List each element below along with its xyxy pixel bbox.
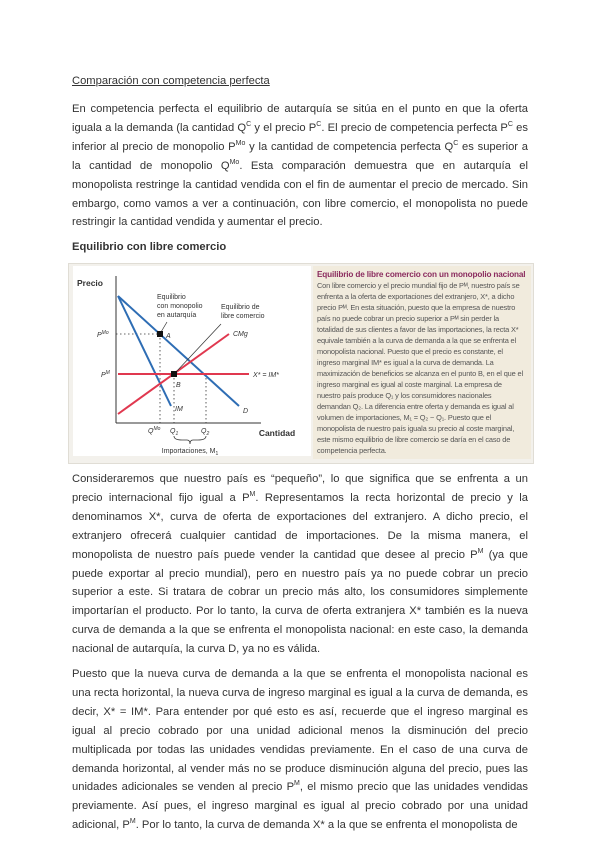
point-b-label: B: [176, 382, 181, 389]
pm-sup: M: [105, 370, 110, 376]
leader-autarky: [161, 322, 167, 332]
imports-text: Importaciones, M: [161, 448, 216, 455]
superscript: M: [129, 818, 136, 826]
superscript: Mo: [229, 158, 240, 166]
text-run: . Esta comparación demuestra que en autarquía el monopolista restringe la cantidad vendida con el fin de aumentar el precio de mercado. Sin embargo, como vamos a ver a continuación, con libre comercio, el monopolista no puede restringir la cantidad vendida y aumentar el precio.: [72, 159, 528, 229]
text-run: (ya que puede exportar al precio mundial), pero en nuestro país ya no puede cobrar un precio superior a este. Si tratara de cobrar un precio más alto, los consumidores simplemente importarían el producto. Por lo tanto, la curva de oferta extranjera X* también es la nueva curva de demanda a la que se enfrenta el monopolista nacional: en este caso, la demanda nacional de autarquía, la curva D, ya no es válida.: [72, 548, 528, 656]
superscript: M: [249, 490, 256, 498]
text-run: es inferior al precio de monopolio P: [72, 121, 528, 153]
imports-brace: [174, 436, 206, 444]
superscript: C: [507, 120, 513, 128]
superscript: C: [246, 120, 252, 128]
superscript: M: [294, 780, 300, 788]
qmo-label: [148, 426, 161, 435]
caption-title: Equilibrio de libre comercio con un monopolio nacional: [317, 270, 526, 279]
point-a-marker: [157, 331, 163, 337]
paragraph-marginal-revenue: [72, 665, 528, 835]
qmo-sup: Mo: [153, 426, 161, 432]
diagram-svg: [73, 266, 311, 456]
annotation-free-trade-2: libre comercio: [221, 313, 265, 320]
superscript: C: [453, 139, 459, 147]
pm-label: [101, 370, 111, 379]
paragraph-small-country: [72, 470, 528, 659]
section-heading-free-trade: Equilibrio con libre comercio: [72, 241, 227, 253]
superscript: C: [316, 120, 322, 128]
text-run: es superior a la cantidad de monopolio Q: [72, 140, 528, 172]
pmo-letter: P: [97, 332, 102, 339]
annotation-free-trade-1: Equilibrio de: [221, 304, 260, 311]
text-run: . Representamos la recta horizontal de precio y la denominamos X*, curva de oferta de exportaciones del extranjero. A dicho precio, el extranjero ofrecerá cualquier cantidad de importaciones. De la misma manera, el monopolista de nuestro país puede vender la cantidad que desee al precio P: [72, 491, 528, 561]
pm-letter: P: [101, 372, 106, 379]
figure-free-trade-equilibrium: [68, 263, 534, 464]
annotation-autarky-3: en autarquía: [157, 312, 197, 319]
point-b-marker: [171, 371, 177, 377]
y-axis-label: Precio: [77, 278, 103, 288]
paragraph-comparison: [72, 100, 528, 232]
caption-body: Con libre comercio y el precio mundial fijo de Pᴹ, nuestro país se enfrenta a la oferta de exportaciones del extranjero, X*, a dicho precio Pᴹ. En esta situación, puesto que la empresa de nuestro país no puede cobrar un precio superior a Pᴹ sin perder la totalidad de sus clientes a favor de las importaciones, la recta X* equivale también a la curva de demanda a la que se enfrenta el monopolista nacional. Puesto que el precio es constante, el ingreso marginal IM* es igual a la curva de demanda. La maximización de beneficios se alcanza en el punto B, en el que el ingreso marginal es igual al coste marginal. La empresa de nuestro país produce Q₁ y los consumidores nacionales demandan Q₂. La diferencia entre oferta y demanda es igual al volumen de importaciones, M₁ = Q₂ − Q₁. Puesto que el monopolista de nuestro país iguala su precio al coste marginal, este mismo equilibrio de libre comercio se daría en el caso de competencia perfecta.: [317, 281, 523, 455]
q2-letter: Q: [201, 428, 207, 435]
q1-sub: 1: [175, 431, 179, 437]
text-run: En competencia perfecta el equilibrio de autarquía se sitúa en el punto en que la oferta iguala a la demanda (la cantidad Q: [72, 103, 528, 134]
x-axis-label: Cantidad: [258, 428, 296, 438]
annotation-autarky-1: Equilibrio: [157, 294, 186, 301]
diagram: [73, 266, 311, 456]
imports-sub: 1: [215, 451, 219, 456]
im-label: IM: [175, 406, 183, 413]
qmo-letter: Q: [148, 428, 154, 435]
d-label: D: [243, 408, 249, 415]
superscript: Mo: [235, 139, 246, 147]
text-run: Puesto que la nueva curva de demanda a la que se enfrenta el monopolista nacional es una recta horizontal, la nueva curva de ingreso marginal es igual a la curva de demanda, es decir, X* = IM*. Para entender por qué esto es así, recuerde que el ingreso marginal es igual al precio cobrado por una unidad adicional menos la disminución del precio multiplicada por todas las unidades vendidas previamente. En el caso de una curva de demanda horizontal, al vender más no se produce disminución alguna del precio, pues las unidades adicionales se venden al precio P: [72, 668, 528, 794]
leader-free-trade: [176, 324, 221, 372]
pmo-sup: Mo: [101, 330, 109, 336]
q1-label: [170, 428, 178, 437]
annotation-autarky-2: con monopolio: [157, 303, 203, 310]
point-a-label: A: [166, 333, 171, 340]
figure-caption: [313, 266, 531, 459]
cmg-label: CMg: [233, 331, 248, 338]
text-run: y el precio P: [251, 121, 317, 134]
q2-label: [201, 428, 209, 437]
text-run: , el mismo precio que las unidades vendidas previamente. Así pues, el ingreso marginal es igual al precio cobrado por una unidad adicional, P: [72, 781, 528, 832]
imports-label: [162, 448, 219, 456]
text-run: y la cantidad de competencia perfecta Q: [245, 140, 454, 153]
text-run: . Por lo tanto, la curva de demanda X* a la que se enfrenta el monopolista de: [135, 819, 518, 832]
xstar-label: X* = IM*: [253, 372, 279, 379]
pmo-label: [97, 330, 109, 339]
q1-letter: Q: [170, 428, 176, 435]
text-run: Consideraremos que nuestro país es “pequeño”, lo que significa que se enfrenta a un precio internacional fijo igual a P: [72, 473, 528, 504]
superscript: M: [477, 547, 484, 555]
q2-sub: 2: [206, 431, 210, 437]
section-heading-comparison: Comparación con competencia perfecta: [72, 75, 270, 87]
text-run: . El precio de competencia perfecta P: [321, 121, 508, 134]
